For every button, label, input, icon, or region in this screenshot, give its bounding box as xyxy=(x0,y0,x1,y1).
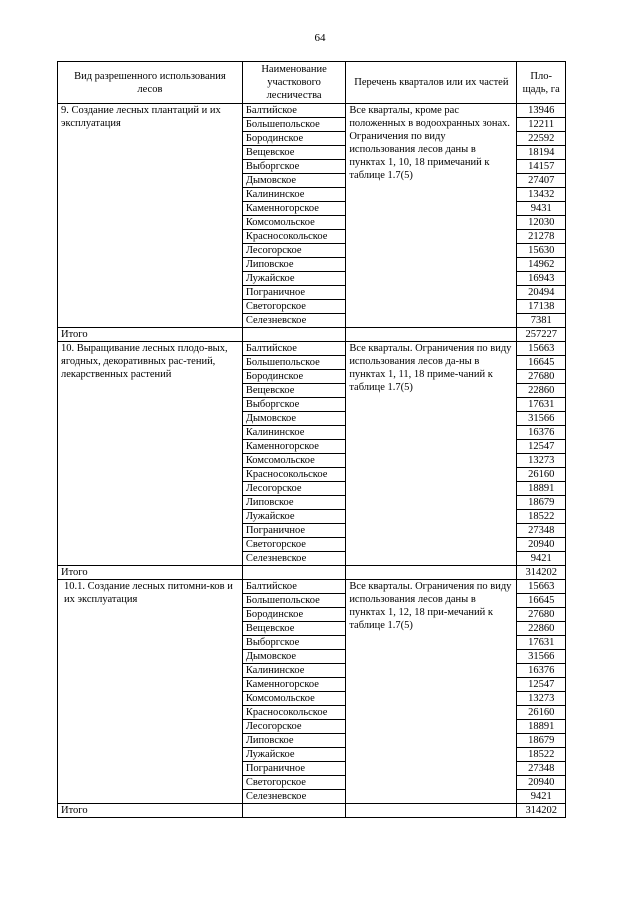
table-row xyxy=(58,104,566,118)
forestry-name-cell: Комсомольское xyxy=(242,454,346,468)
forestry-name-cell: Красносокольское xyxy=(242,706,346,720)
area-cell: 20940 xyxy=(517,538,566,552)
area-cell: 15663 xyxy=(517,580,566,594)
table-row xyxy=(58,342,566,356)
area-cell: 9431 xyxy=(517,202,566,216)
forestry-name-cell: Красносокольское xyxy=(242,230,346,244)
forestry-name-cell: Дымовское xyxy=(242,174,346,188)
forestry-name-cell: Выборгское xyxy=(242,398,346,412)
forestry-name-cell: Вещевское xyxy=(242,146,346,160)
forestry-name-cell: Большепольское xyxy=(242,118,346,132)
area-cell: 7381 xyxy=(517,314,566,328)
forestry-name-cell: Липовское xyxy=(242,734,346,748)
quarters-cell: Все кварталы, кроме рас положенных в водоохранных зонах. Ограничения по виду использования лесов даны в пунктах 1, 10, 18 примечаний к таблице 1.7(5) xyxy=(346,104,517,328)
empty-cell xyxy=(346,328,517,342)
forest-use-table xyxy=(57,61,566,818)
area-cell: 12030 xyxy=(517,216,566,230)
forestry-name-cell: Лесогорское xyxy=(242,482,346,496)
area-cell: 12211 xyxy=(517,118,566,132)
header-quarters: Перечень кварталов или их частей xyxy=(346,62,517,104)
forestry-name-cell: Селезневское xyxy=(242,314,346,328)
forestry-name-cell: Калининское xyxy=(242,664,346,678)
area-cell: 17631 xyxy=(517,636,566,650)
total-row xyxy=(58,804,566,818)
forestry-name-cell: Каменногорское xyxy=(242,202,346,216)
area-cell: 31566 xyxy=(517,412,566,426)
empty-cell xyxy=(242,804,346,818)
table-body xyxy=(58,104,566,818)
area-cell: 26160 xyxy=(517,706,566,720)
forestry-name-cell: Дымовское xyxy=(242,412,346,426)
forestry-name-cell: Лужайское xyxy=(242,748,346,762)
area-cell: 9421 xyxy=(517,790,566,804)
quarters-cell: Все кварталы. Ограничения по виду использования лесов даны в пунктах 1, 12, 18 при-мечаний к таблице 1.7(5) xyxy=(346,580,517,804)
area-cell: 13273 xyxy=(517,692,566,706)
use-type-cell: 10. Выращивание лесных плодо-вых, ягодных, декоративных рас-тений, лекарственных растений xyxy=(58,342,243,566)
total-label: Итого xyxy=(58,804,243,818)
area-cell: 13432 xyxy=(517,188,566,202)
area-cell: 27680 xyxy=(517,370,566,384)
forestry-name-cell: Пограничное xyxy=(242,286,346,300)
area-cell: 18679 xyxy=(517,496,566,510)
forestry-name-cell: Пограничное xyxy=(242,762,346,776)
empty-cell xyxy=(346,566,517,580)
area-cell: 22860 xyxy=(517,384,566,398)
area-cell: 18522 xyxy=(517,748,566,762)
area-cell: 31566 xyxy=(517,650,566,664)
area-cell: 18679 xyxy=(517,734,566,748)
forestry-name-cell: Каменногорское xyxy=(242,440,346,454)
area-cell: 22592 xyxy=(517,132,566,146)
area-cell: 18891 xyxy=(517,720,566,734)
area-cell: 12547 xyxy=(517,678,566,692)
forestry-name-cell: Калининское xyxy=(242,426,346,440)
forestry-name-cell: Комсомольское xyxy=(242,692,346,706)
forestry-name-cell: Комсомольское xyxy=(242,216,346,230)
area-cell: 27680 xyxy=(517,608,566,622)
forestry-name-cell: Бородинское xyxy=(242,370,346,384)
area-cell: 20494 xyxy=(517,286,566,300)
forestry-name-cell: Дымовское xyxy=(242,650,346,664)
area-cell: 16376 xyxy=(517,426,566,440)
page-number: 64 xyxy=(314,32,326,44)
header-use-type: Вид разрешенного использования лесов xyxy=(58,62,243,104)
area-cell: 16645 xyxy=(517,356,566,370)
total-row xyxy=(58,566,566,580)
total-row xyxy=(58,328,566,342)
area-cell: 17631 xyxy=(517,398,566,412)
area-cell: 17138 xyxy=(517,300,566,314)
area-cell: 18522 xyxy=(517,510,566,524)
forestry-name-cell: Балтийское xyxy=(242,580,346,594)
area-cell: 15663 xyxy=(517,342,566,356)
total-area: 257227 xyxy=(517,328,566,342)
empty-cell xyxy=(346,804,517,818)
forestry-name-cell: Светогорское xyxy=(242,538,346,552)
area-cell: 26160 xyxy=(517,468,566,482)
forestry-name-cell: Светогорское xyxy=(242,300,346,314)
forestry-name-cell: Выборгское xyxy=(242,636,346,650)
forestry-name-cell: Балтийское xyxy=(242,342,346,356)
forestry-name-cell: Балтийское xyxy=(242,104,346,118)
forestry-name-cell: Вещевское xyxy=(242,622,346,636)
forestry-name-cell: Лужайское xyxy=(242,510,346,524)
area-cell: 14157 xyxy=(517,160,566,174)
forestry-name-cell: Вещевское xyxy=(242,384,346,398)
quarters-cell: Все кварталы. Ограничения по виду использования лесов да-ны в пунктах 1, 11, 18 приме-чаний к таблице 1.7(5) xyxy=(346,342,517,566)
empty-cell xyxy=(242,566,346,580)
area-cell: 13946 xyxy=(517,104,566,118)
forestry-name-cell: Липовское xyxy=(242,258,346,272)
forestry-name-cell: Пограничное xyxy=(242,524,346,538)
forestry-name-cell: Лесогорское xyxy=(242,720,346,734)
forestry-name-cell: Каменногорское xyxy=(242,678,346,692)
area-cell: 22860 xyxy=(517,622,566,636)
area-cell: 16376 xyxy=(517,664,566,678)
header-area: Пло-щадь, га xyxy=(517,62,566,104)
total-area: 314202 xyxy=(517,804,566,818)
total-area: 314202 xyxy=(517,566,566,580)
area-cell: 16943 xyxy=(517,272,566,286)
forestry-name-cell: Красносокольское xyxy=(242,468,346,482)
forestry-name-cell: Большепольское xyxy=(242,356,346,370)
forestry-name-cell: Выборгское xyxy=(242,160,346,174)
total-label: Итого xyxy=(58,566,243,580)
area-cell: 12547 xyxy=(517,440,566,454)
area-cell: 16645 xyxy=(517,594,566,608)
forestry-name-cell: Светогорское xyxy=(242,776,346,790)
area-cell: 27348 xyxy=(517,762,566,776)
area-cell: 27348 xyxy=(517,524,566,538)
header-forestry-name: Наименование участкового лесничества xyxy=(242,62,346,104)
area-cell: 27407 xyxy=(517,174,566,188)
header-row xyxy=(58,62,566,104)
forestry-name-cell: Калининское xyxy=(242,188,346,202)
forestry-name-cell: Селезневское xyxy=(242,790,346,804)
area-cell: 9421 xyxy=(517,552,566,566)
area-cell: 21278 xyxy=(517,230,566,244)
area-cell: 18891 xyxy=(517,482,566,496)
forestry-name-cell: Бородинское xyxy=(242,608,346,622)
empty-cell xyxy=(242,328,346,342)
area-cell: 14962 xyxy=(517,258,566,272)
use-type-cell: 10.1. Создание лесных питомни-ков и их эксплуатация xyxy=(58,580,243,804)
forestry-name-cell: Селезневское xyxy=(242,552,346,566)
area-cell: 20940 xyxy=(517,776,566,790)
area-cell: 13273 xyxy=(517,454,566,468)
forestry-name-cell: Липовское xyxy=(242,496,346,510)
forestry-name-cell: Большепольское xyxy=(242,594,346,608)
use-type-cell: 9. Создание лесных плантаций и их эксплуатация xyxy=(58,104,243,328)
forestry-name-cell: Бородинское xyxy=(242,132,346,146)
forestry-name-cell: Лесогорское xyxy=(242,244,346,258)
total-label: Итого xyxy=(58,328,243,342)
area-cell: 15630 xyxy=(517,244,566,258)
forestry-name-cell: Лужайское xyxy=(242,272,346,286)
area-cell: 18194 xyxy=(517,146,566,160)
table-row xyxy=(58,580,566,594)
